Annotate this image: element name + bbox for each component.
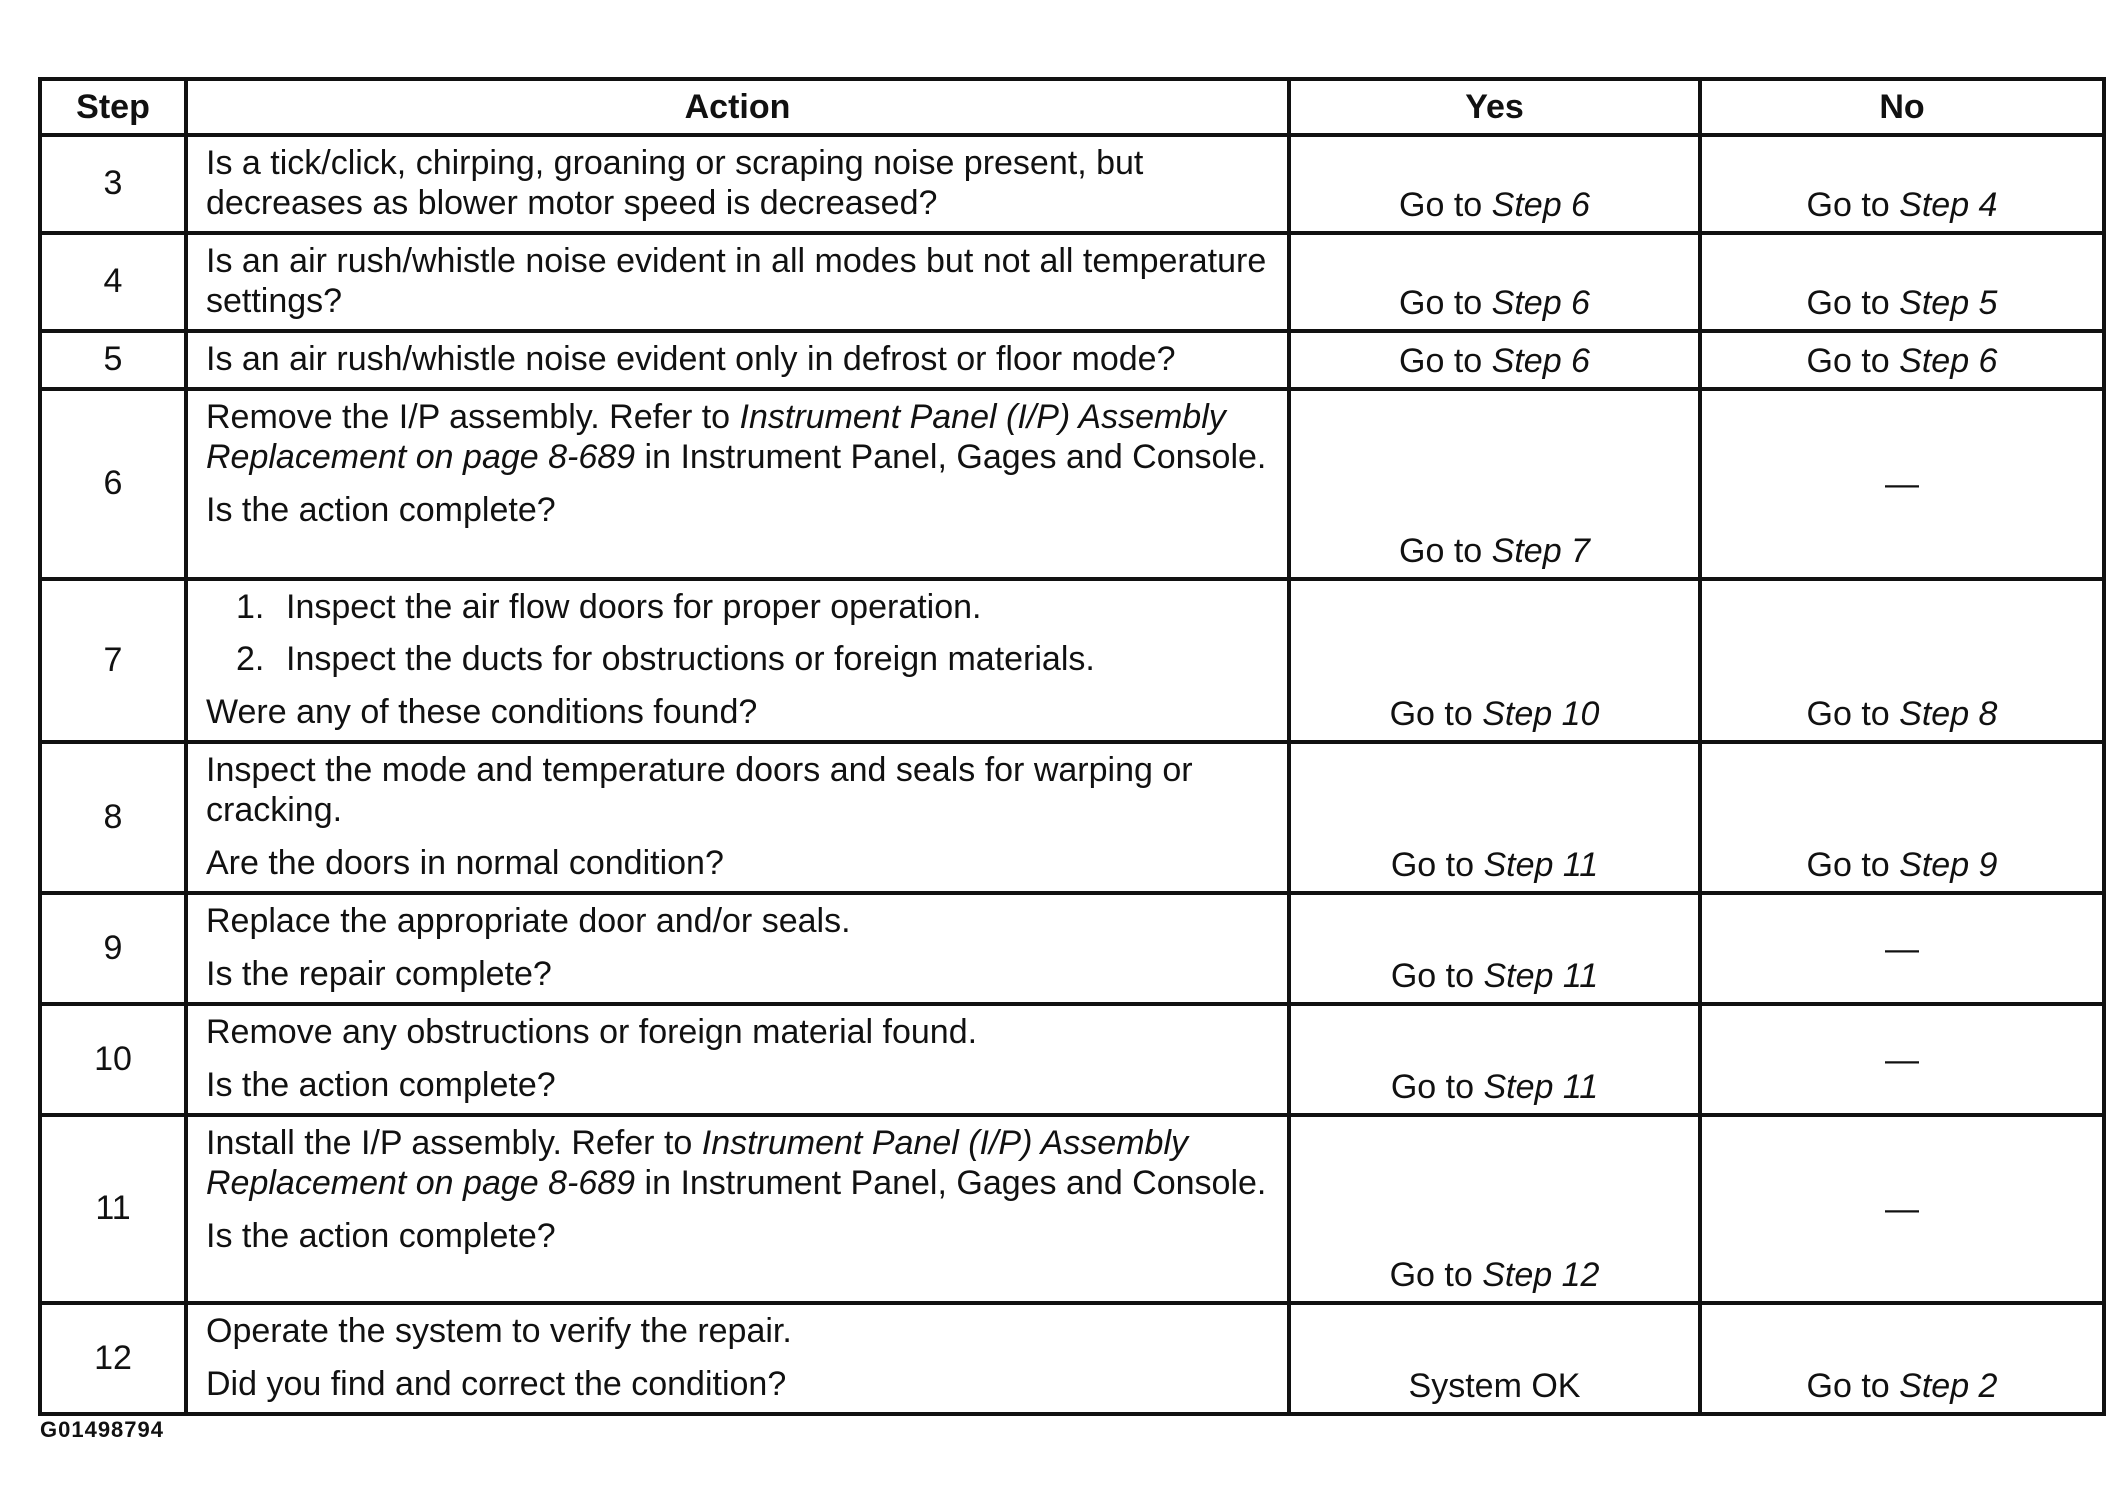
yes-step-link[interactable]: Step 10 — [1482, 695, 1600, 733]
no-prefix: Go to — [1806, 695, 1890, 733]
yes-cell — [1289, 579, 1700, 742]
no-cell — [1700, 1303, 2104, 1414]
action-question: Is the repair complete? — [206, 955, 552, 993]
table-row — [40, 1004, 2104, 1115]
no-cell — [1700, 135, 2104, 233]
step-number: 3 — [40, 135, 186, 233]
yes-step-link[interactable]: Step 12 — [1482, 1256, 1600, 1294]
action-text: Inspect the mode and temperature doors and seals for warping or cracking. — [206, 751, 1193, 829]
action-cell — [186, 579, 1289, 742]
yes-prefix: Go to — [1389, 1256, 1473, 1294]
no-step-link[interactable]: Step 5 — [1899, 284, 1998, 322]
step-number: 10 — [40, 1004, 186, 1115]
yes-cell — [1289, 1004, 1700, 1115]
list-item — [206, 587, 1269, 627]
list-item-text: Inspect the air flow doors for proper operation. — [286, 588, 982, 626]
list-item-number: 1. — [236, 588, 265, 626]
header-yes: Yes — [1289, 79, 1700, 135]
action-cell — [186, 331, 1289, 389]
action-question: Is the action complete? — [206, 1066, 556, 1104]
no-cell — [1700, 1115, 2104, 1303]
action-tail: in Instrument Panel, Gages and Console. — [644, 1164, 1267, 1202]
yes-cell — [1289, 135, 1700, 233]
diagnostic-table — [38, 77, 2106, 1416]
action-text: Is an air rush/whistle noise evident in all modes but not all temperature settings? — [206, 242, 1267, 320]
table-row — [40, 331, 2104, 389]
yes-cell — [1289, 331, 1700, 389]
no-dash: — — [1885, 465, 1919, 503]
action-cell — [186, 135, 1289, 233]
list-item-number: 2. — [236, 640, 265, 678]
no-dash: — — [1885, 929, 1919, 968]
no-step-link[interactable]: Step 9 — [1899, 846, 1998, 884]
header-step: Step — [40, 79, 186, 135]
table-row — [40, 742, 2104, 893]
no-step-link[interactable]: Step 6 — [1899, 342, 1998, 380]
no-cell — [1700, 1004, 2104, 1115]
action-cell — [186, 1303, 1289, 1414]
no-cell — [1700, 579, 2104, 742]
no-prefix: Go to — [1806, 1367, 1890, 1405]
yes-step-link[interactable]: Step 6 — [1491, 342, 1590, 380]
action-tail: in Instrument Panel, Gages and Console. — [644, 438, 1267, 476]
action-question: Is the action complete? — [206, 1217, 556, 1255]
yes-prefix: Go to — [1399, 342, 1483, 380]
action-question: Did you find and correct the condition? — [206, 1365, 787, 1403]
action-question: Are the doors in normal condition? — [206, 844, 724, 882]
action-intro: Install the I/P assembly. Refer to — [206, 1124, 693, 1162]
step-number: 9 — [40, 893, 186, 1004]
yes-cell — [1289, 233, 1700, 331]
table-row — [40, 579, 2104, 742]
no-prefix: Go to — [1806, 846, 1890, 884]
reference-link[interactable]: Instrument Panel (I/P) Assembly Replacement on page 8-689 — [206, 1124, 1188, 1202]
yes-prefix: Go to — [1390, 1068, 1475, 1106]
list-item — [206, 639, 1269, 679]
table-row — [40, 389, 2104, 579]
yes-step-link[interactable]: Step 11 — [1483, 1068, 1599, 1106]
table-row — [40, 233, 2104, 331]
action-cell — [186, 742, 1289, 893]
yes-step-link[interactable]: Step 11 — [1483, 846, 1599, 884]
yes-cell — [1289, 742, 1700, 893]
action-question: Were any of these conditions found? — [206, 693, 758, 731]
yes-cell — [1289, 389, 1700, 579]
figure-id: G01498794 — [40, 1417, 164, 1442]
no-cell — [1700, 742, 2104, 893]
action-text: Remove any obstructions or foreign material found. — [206, 1013, 978, 1051]
step-number: 8 — [40, 742, 186, 893]
no-step-link[interactable]: Step 8 — [1899, 695, 1998, 733]
action-cell — [186, 389, 1289, 579]
step-number: 11 — [40, 1115, 186, 1303]
yes-prefix: Go to — [1399, 186, 1483, 224]
step-number: 5 — [40, 331, 186, 389]
action-text — [206, 1123, 1269, 1203]
yes-prefix: Go to — [1389, 695, 1473, 733]
action-text: Is an air rush/whistle noise evident only in defrost or floor mode? — [206, 340, 1176, 378]
yes-cell — [1289, 893, 1700, 1004]
step-number: 7 — [40, 579, 186, 742]
no-prefix: Go to — [1806, 284, 1890, 322]
list-item-text: Inspect the ducts for obstructions or foreign materials. — [286, 640, 1095, 678]
no-step-link[interactable]: Step 2 — [1899, 1367, 1998, 1405]
no-prefix: Go to — [1806, 342, 1890, 380]
action-cell — [186, 893, 1289, 1004]
step-number: 4 — [40, 233, 186, 331]
action-question: Is the action complete? — [206, 491, 556, 529]
yes-prefix: Go to — [1390, 957, 1475, 995]
table-row — [40, 893, 2104, 1004]
yes-cell — [1289, 1115, 1700, 1303]
yes-prefix: Go to — [1399, 284, 1483, 322]
action-cell — [186, 233, 1289, 331]
header-no: No — [1700, 79, 2104, 135]
table-row — [40, 1303, 2104, 1414]
no-cell — [1700, 233, 2104, 331]
yes-prefix: Go to — [1399, 532, 1483, 570]
action-list — [206, 587, 1269, 679]
action-cell — [186, 1004, 1289, 1115]
action-cell — [186, 1115, 1289, 1303]
step-number: 12 — [40, 1303, 186, 1414]
no-cell — [1700, 893, 2104, 1004]
action-text — [206, 397, 1269, 477]
yes-step-link[interactable]: Step 11 — [1483, 957, 1599, 995]
no-step-link[interactable]: Step 4 — [1899, 186, 1998, 224]
no-dash: — — [1885, 1040, 1919, 1079]
header-action: Action — [186, 79, 1289, 135]
no-cell — [1700, 331, 2104, 389]
yes-step-link[interactable]: Step 6 — [1491, 284, 1590, 322]
table-row — [40, 135, 2104, 233]
action-text: Is a tick/click, chirping, groaning or scraping noise present, but decreases as blower motor speed is decreased? — [206, 144, 1144, 222]
no-cell — [1700, 389, 2104, 579]
no-prefix: Go to — [1806, 186, 1890, 224]
yes-step-link[interactable]: Step 6 — [1491, 186, 1590, 224]
action-text: Replace the appropriate door and/or seals. — [206, 902, 851, 940]
action-intro: Remove the I/P assembly. Refer to — [206, 398, 731, 436]
reference-link[interactable]: Instrument Panel (I/P) Assembly Replacement on page 8-689 — [206, 398, 1226, 476]
yes-cell — [1289, 1303, 1700, 1414]
action-text: Operate the system to verify the repair. — [206, 1312, 792, 1350]
table-row — [40, 1115, 2104, 1303]
no-dash: — — [1885, 1190, 1919, 1228]
step-number: 6 — [40, 389, 186, 579]
table-header-row — [40, 79, 2104, 135]
yes-prefix: Go to — [1390, 846, 1475, 884]
yes-result: System OK — [1408, 1367, 1581, 1405]
yes-step-link[interactable]: Step 7 — [1491, 532, 1590, 570]
